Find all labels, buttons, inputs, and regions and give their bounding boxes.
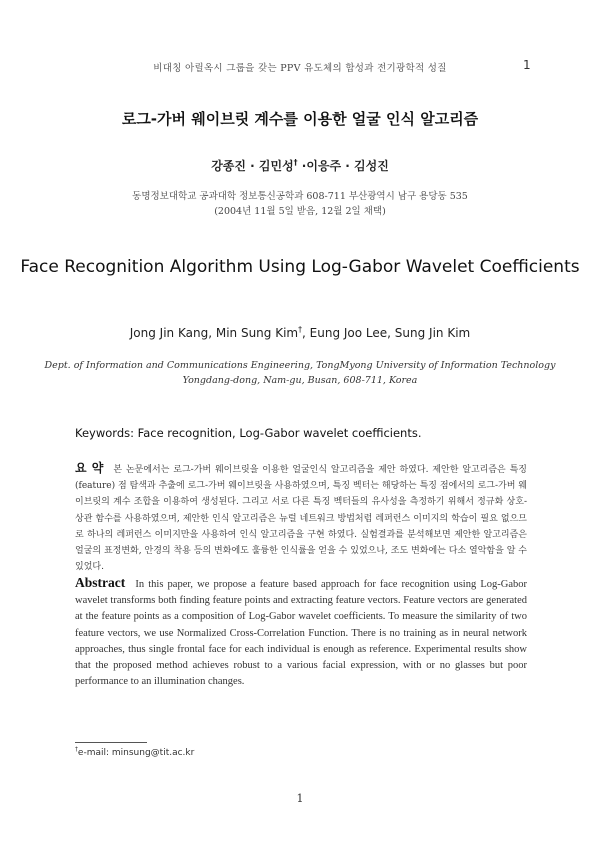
english-affiliation-line2: Yongdang-dong, Nam-gu, Busan, 608-711, Korea	[182, 375, 418, 386]
page-number-bottom: 1	[296, 792, 304, 805]
footnote-email: e-mail: minsung@tit.ac.kr	[77, 748, 195, 758]
corresponding-author-mark: †	[293, 158, 298, 167]
korean-authors-part2: ·이응주 · 김성진	[297, 159, 389, 173]
english-title: Face Recognition Algorithm Using Log-Gabor Wavelet Coefficients	[20, 257, 580, 277]
english-corresponding-mark: †	[298, 325, 303, 334]
footnote-rule	[75, 742, 147, 743]
korean-abstract-label: 요 약	[75, 461, 104, 475]
english-abstract-text: In this paper, we propose a feature based approach for face recognition using Log-Gabor wavelet transforms both finding feature points and extracting feature vectors. Feature vectors are generated at the feature points as a composition of Log-Gabor wavelet coefficients. To measure the similarity of two feature vectors, we use Normalized Cross-Correlation Function. There is no training as in neural network approaches, thus single frontal face for each individual is enough as reference. Experimental results show that the proposed method achieves robust to a various facial expression, with or no glasses but poor performance to an illumination changes.	[75, 579, 527, 688]
korean-abstract-text: 본 논문에서는 로그-가버 웨이브릿을 이용한 얼굴인식 알고리즘을 제안 하였다. 제안한 알고리즘은 특징(feature) 점 탐색과 추출에 로그-가버 웨이브릿을 사용하였으며, 특징 벡터는 해당하는 특징 점에서의 로그-가버 웨이브릿의 계수 조합을 이용하여 생성된다. 그리고 서로 다른 특징 벡터들의 유사성을 측정하기 위해서 정규화 상호-상관 함수를 사용하였으며, 제안한 인식 알고리즘은 뉴럴 네트워크 방법처럼 레퍼런스 이미지의 학습이 필요 없으므로 하나의 레퍼런스 이미지만을 사용하여 인식 알고리즘을 구현 하였다. 실험결과를 분석해보면 제안한 알고리즘은 얼굴의 표정변화, 안경의 착용 등의 변화에도 훌륭한 인식률을 얻을 수 있었으나, 조도 변화에는 다소 열악함을 알 수 있었다.	[75, 465, 527, 573]
running-head: 비대칭 아릴옥시 그룹을 갖는 PPV 유도체의 합성과 전기광학적 성질	[153, 63, 447, 74]
korean-affiliation: 동명정보대학교 공과대학 정보통신공학과 608-711 부산광역시 남구 용당동 535	[132, 191, 468, 202]
english-abstract	[75, 575, 527, 690]
korean-dates: (2004년 11월 5일 받음, 12월 2일 채택)	[214, 206, 386, 217]
english-authors	[0, 325, 600, 340]
english-abstract-label: Abstract	[75, 575, 126, 590]
english-affiliation-block	[0, 358, 600, 388]
korean-authors-part1: 강종진 · 김민성	[211, 159, 294, 173]
korean-title: 로그-가버 웨이브릿 계수를 이용한 얼굴 인식 알고리즘	[121, 110, 479, 128]
keywords: Keywords: Face recognition, Log-Gabor wavelet coefficients.	[75, 426, 422, 440]
english-affiliation-line1: Dept. of Information and Communications Engineering, TongMyong University of Information Technology	[44, 360, 556, 371]
page-number-top: 1	[523, 58, 531, 72]
korean-affiliation-block	[0, 189, 600, 219]
english-authors-part1: Jong Jin Kang, Min Sung Kim	[129, 326, 299, 340]
footnote	[75, 747, 194, 758]
korean-authors	[0, 157, 600, 174]
english-authors-part2: , Eung Joo Lee, Sung Jin Kim	[302, 326, 471, 340]
footnote-mark: †	[75, 747, 78, 753]
korean-abstract	[75, 460, 527, 575]
